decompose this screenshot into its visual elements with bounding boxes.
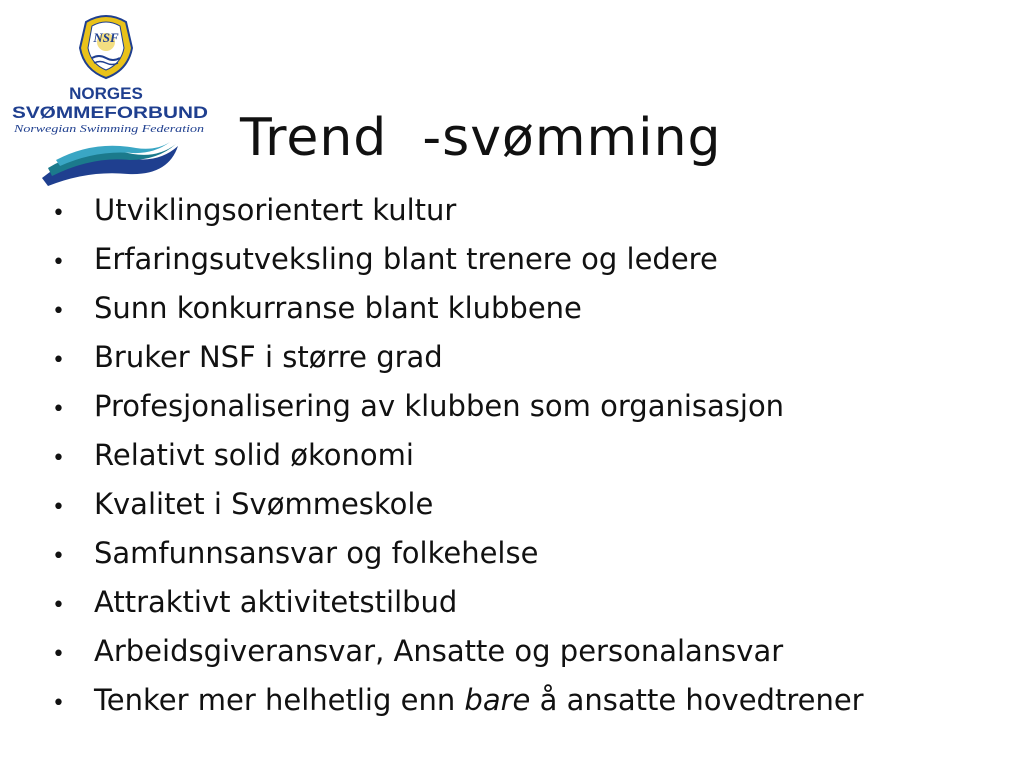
wave-icon xyxy=(42,142,178,186)
bullet-text: Profesjonalisering av klubben som organisasjon xyxy=(94,389,785,423)
bullet-item xyxy=(52,480,1012,529)
bullet-item xyxy=(52,529,1012,578)
bullet-marker: • xyxy=(52,250,65,275)
bullet-marker: • xyxy=(52,201,65,226)
slide-title: Trend -svømming xyxy=(240,108,722,168)
bullet-marker: • xyxy=(52,642,65,667)
nsf-logo-graphic xyxy=(8,8,213,188)
bullet-item xyxy=(52,284,1012,333)
bullet-text-after: å ansatte hovedtrener xyxy=(530,683,864,717)
bullet-text: Kvalitet i Svømmeskole xyxy=(94,487,434,521)
bullet-text: Samfunnsansvar og folkehelse xyxy=(94,536,539,570)
bullet-text: Bruker NSF i større grad xyxy=(94,340,443,374)
nsf-emblem-icon xyxy=(80,16,132,78)
bullet-text: Erfaringsutveksling blant trenere og ledere xyxy=(94,242,718,276)
bullet-text: Relativt solid økonomi xyxy=(94,438,414,472)
bullet-marker: • xyxy=(52,446,65,471)
bullet-text: Arbeidsgiveransvar, Ansatte og personalansvar xyxy=(94,634,784,668)
bullet-marker: • xyxy=(52,299,65,324)
bullet-text: Attraktivt aktivitetstilbud xyxy=(94,585,458,619)
logo-line-norges: NORGES xyxy=(69,84,143,103)
bullet-text-before: Tenker mer helhetlig enn xyxy=(94,683,465,717)
nsf-logo xyxy=(8,8,213,188)
bullet-item xyxy=(52,431,1012,480)
logo-line-svommeforbund: SVØMMEFORBUND xyxy=(12,103,208,122)
bullet-item xyxy=(52,333,1012,382)
bullet-item xyxy=(52,186,1012,235)
bullet-marker: • xyxy=(52,495,65,520)
bullet-marker: • xyxy=(52,397,65,422)
bullet-list xyxy=(52,186,1012,725)
bullet-text-emphasis: bare xyxy=(464,683,531,717)
bullet-item xyxy=(52,235,1012,284)
bullet-marker: • xyxy=(52,544,65,569)
bullet-text: Utviklingsorientert kultur xyxy=(94,193,457,227)
bullet-text: Sunn konkurranse blant klubbene xyxy=(94,291,582,325)
bullet-text xyxy=(94,676,864,725)
bullet-marker: • xyxy=(52,593,65,618)
bullet-item xyxy=(52,578,1012,627)
emblem-text: NSF xyxy=(93,30,119,45)
bullet-item xyxy=(52,676,1012,725)
bullet-item xyxy=(52,382,1012,431)
bullet-item xyxy=(52,627,1012,676)
bullet-marker: • xyxy=(52,348,65,373)
bullet-marker: • xyxy=(52,691,65,716)
logo-line-english: Norwegian Swimming Federation xyxy=(12,123,205,135)
